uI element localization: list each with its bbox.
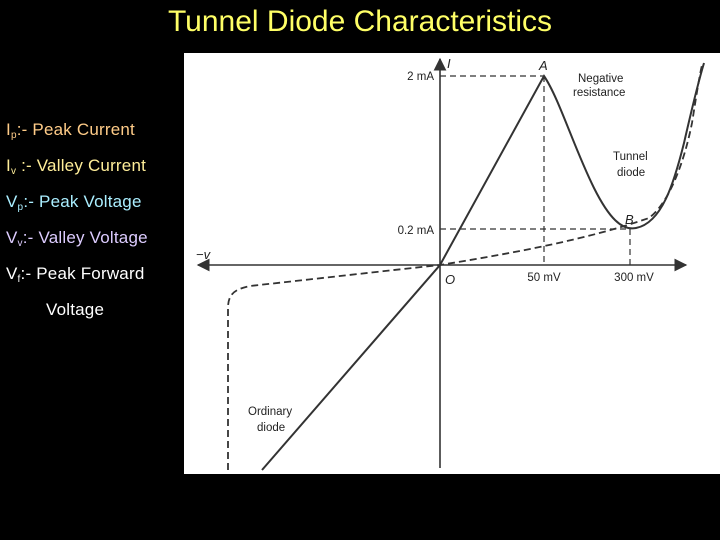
origin-label: O <box>445 272 456 287</box>
definition-peak-current: $I_p:-$ Peak Current <box>6 120 135 141</box>
definitions-list <box>6 120 184 336</box>
negative-v-label: −v <box>196 247 211 262</box>
tunnel-diode-label-line2: diode <box>617 167 646 179</box>
negative-resistance-label-line2: resistance <box>573 87 626 99</box>
ordinary-diode-label-line1: Ordinary <box>248 406 293 418</box>
valley-point-label: B <box>625 212 634 227</box>
x-tick-300mv: 300 mV <box>614 272 654 284</box>
tunnel-diode-label-line1: Tunnel <box>613 151 648 163</box>
slide-title: Tunnel Diode Characteristics <box>167 5 553 38</box>
definition-peak-forward-voltage: $V_f:-$ Peak Forward <box>6 264 145 285</box>
y-tick-0-2ma: 0.2 mA <box>397 225 434 237</box>
y-tick-2ma: 2 mA <box>407 71 434 83</box>
ordinary-diode-label-line2: diode <box>257 422 286 434</box>
peak-point-label: A <box>539 58 548 73</box>
ordinary-diode-curve <box>228 65 702 470</box>
iv-characteristic-diagram <box>184 53 720 474</box>
definition-valley-voltage: $V_v:-$ Valley Voltage <box>6 228 148 249</box>
negative-resistance-label-line1: Negative <box>578 73 624 85</box>
iv-curve-svg <box>184 53 720 474</box>
definition-peak-voltage: $V_p:-$ Peak Voltage <box>6 192 142 213</box>
definition-continuation: Voltage <box>46 300 105 319</box>
y-axis-label: I <box>447 56 451 71</box>
x-tick-50mv: 50 mV <box>527 272 561 284</box>
tunnel-diode-curve <box>262 63 704 470</box>
definition-valley-current: $I_v$ :- Valley Current <box>6 156 147 177</box>
